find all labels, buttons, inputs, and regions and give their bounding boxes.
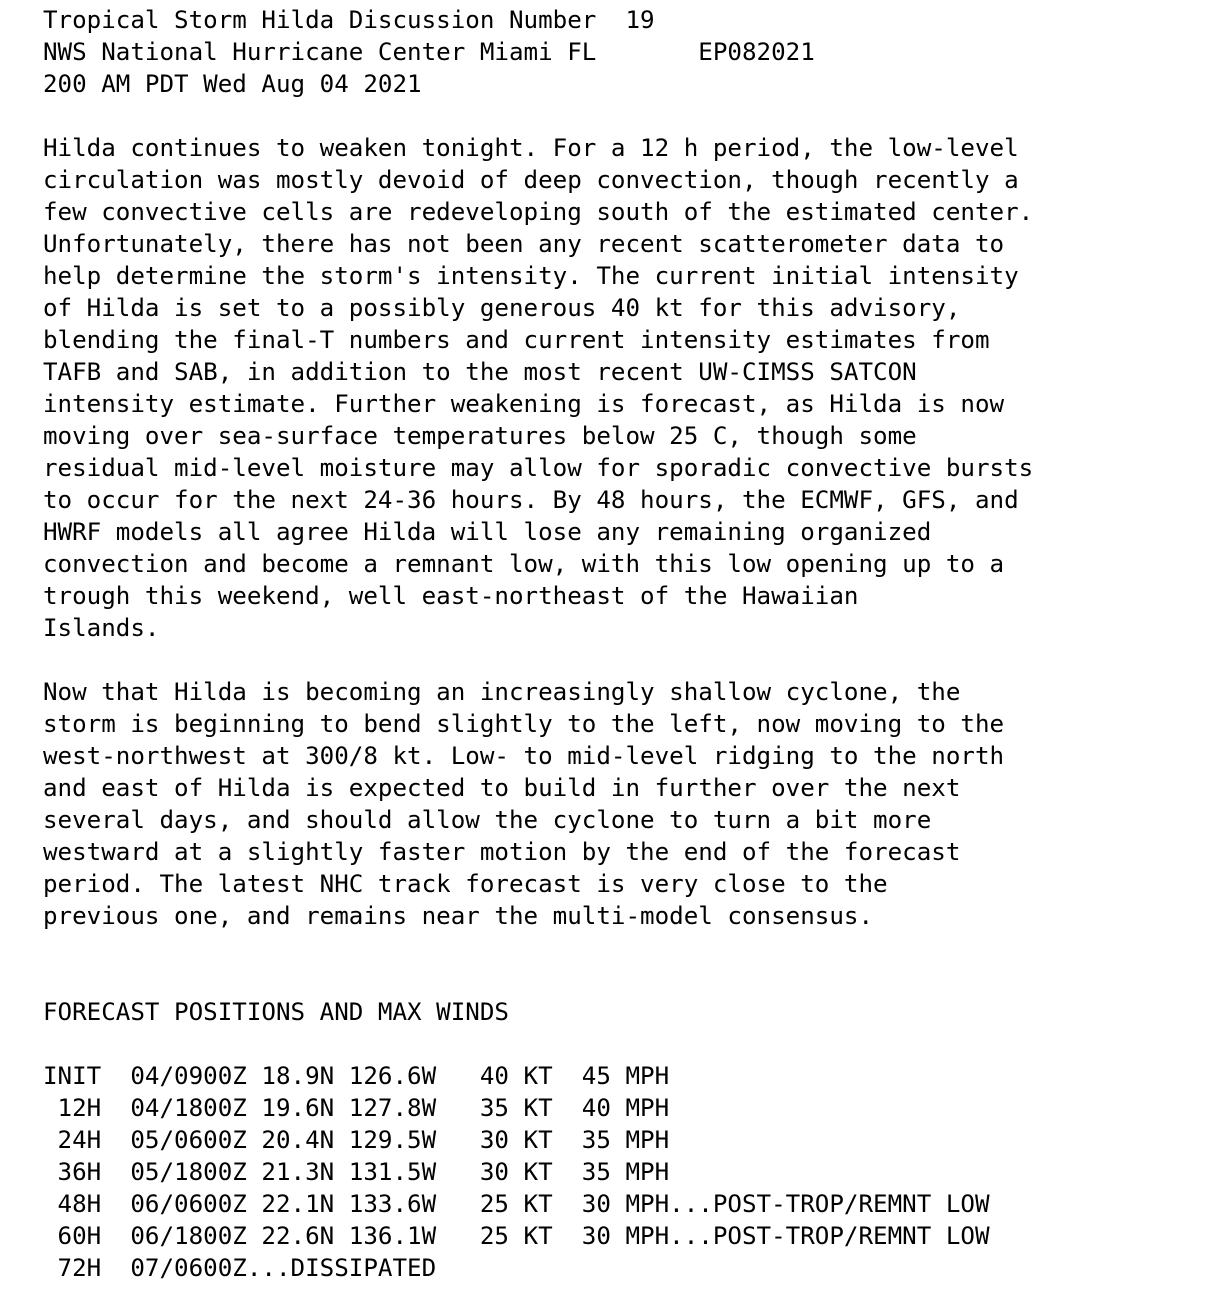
paragraph2-line: Now that Hilda is becoming an increasingly shallow cyclone, the — [43, 678, 961, 706]
paragraph1-line: Hilda continues to weaken tonight. For a 12 h period, the low-level — [43, 134, 1019, 162]
paragraph1-line: Islands. — [43, 614, 160, 642]
paragraph2-line: and east of Hilda is expected to build in further over the next — [43, 774, 961, 802]
issued-line: 200 AM PDT Wed Aug 04 2021 — [43, 70, 422, 98]
paragraph1-line: convection and become a remnant low, with this low opening up to a — [43, 550, 1005, 578]
paragraph2-line: storm is beginning to bend slightly to the left, now moving to the — [43, 710, 1005, 738]
blank-line — [43, 100, 1033, 132]
paragraph1-line: TAFB and SAB, in addition to the most recent UW-CIMSS SATCON — [43, 358, 917, 386]
paragraph1-line: HWRF models all agree Hilda will lose any remaining organized — [43, 518, 932, 546]
title-line: Tropical Storm Hilda Discussion Number 19 — [43, 6, 655, 34]
forecast-row: 36H 05/1800Z 21.3N 131.5W 30 KT 35 MPH — [43, 1158, 670, 1186]
forecast-row: 72H 07/0600Z...DISSIPATED — [43, 1254, 437, 1282]
blank-line — [43, 644, 1033, 676]
forecast-row: 24H 05/0600Z 20.4N 129.5W 30 KT 35 MPH — [43, 1126, 670, 1154]
blank-line — [43, 1028, 1033, 1060]
paragraph2-line: period. The latest NHC track forecast is very close to the — [43, 870, 888, 898]
forecast-row: 60H 06/1800Z 22.6N 136.1W 25 KT 30 MPH...POST-TROP/REMNT LOW — [43, 1222, 990, 1250]
paragraph1-line: residual mid-level moisture may allow for sporadic convective bursts — [43, 454, 1034, 482]
office-line: NWS National Hurricane Center Miami FL EP082021 — [43, 38, 815, 66]
forecast-heading: FORECAST POSITIONS AND MAX WINDS — [43, 998, 509, 1026]
forecast-row: INIT 04/0900Z 18.9N 126.6W 40 KT 45 MPH — [43, 1062, 670, 1090]
paragraph2-line: previous one, and remains near the multi-model consensus. — [43, 902, 874, 930]
forecast-row: 48H 06/0600Z 22.1N 133.6W 25 KT 30 MPH...POST-TROP/REMNT LOW — [43, 1190, 990, 1218]
paragraph1-line: Unfortunately, there has not been any recent scatterometer data to — [43, 230, 1005, 258]
paragraph1-line: few convective cells are redeveloping south of the estimated center. — [43, 198, 1034, 226]
paragraph1-line: circulation was mostly devoid of deep convection, though recently a — [43, 166, 1019, 194]
blank-line — [43, 964, 1033, 996]
paragraph1-line: intensity estimate. Further weakening is forecast, as Hilda is now — [43, 390, 1005, 418]
paragraph1-line: trough this weekend, well east-northeast of the Hawaiian — [43, 582, 859, 610]
paragraph1-line: of Hilda is set to a possibly generous 40 kt for this advisory, — [43, 294, 961, 322]
paragraph1-line: blending the final-T numbers and current intensity estimates from — [43, 326, 990, 354]
paragraph2-line: westward at a slightly faster motion by the end of the forecast — [43, 838, 961, 866]
paragraph1-line: to occur for the next 24-36 hours. By 48 hours, the ECMWF, GFS, and — [43, 486, 1019, 514]
paragraph2-line: several days, and should allow the cyclone to turn a bit more — [43, 806, 932, 834]
paragraph1-line: help determine the storm's intensity. The current initial intensity — [43, 262, 1019, 290]
blank-line — [43, 932, 1033, 964]
discussion-document — [43, 4, 1033, 1284]
forecast-row: 12H 04/1800Z 19.6N 127.8W 35 KT 40 MPH — [43, 1094, 670, 1122]
paragraph1-line: moving over sea-surface temperatures below 25 C, though some — [43, 422, 917, 450]
paragraph2-line: west-northwest at 300/8 kt. Low- to mid-level ridging to the north — [43, 742, 1005, 770]
